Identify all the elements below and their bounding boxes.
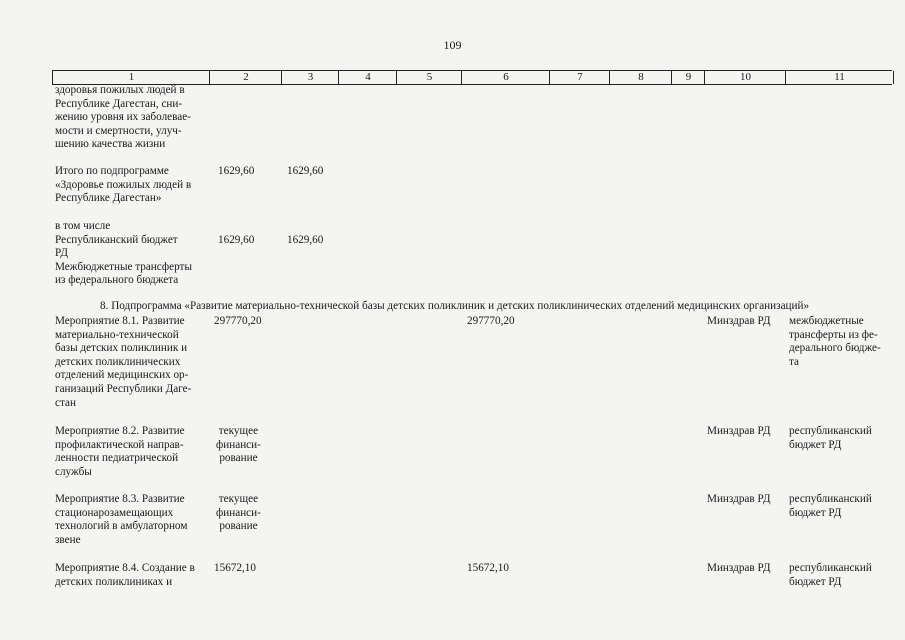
table-header-row [52, 70, 892, 85]
measure-8-3-executor: Минздрав РД [707, 493, 771, 505]
measure-8-4-source: республиканский бюджет РД [789, 562, 872, 588]
column-header-11: 11 [785, 71, 894, 84]
measure-8-3-col2: текущее финанси- рование [216, 493, 261, 533]
measure-8-2-description: Мероприятие 8.2. Развитие профилактической направ- ленности педиатрической службы [55, 425, 185, 478]
measure-8-1-col2: 297770,20 [214, 315, 262, 327]
column-header-10: 10 [704, 71, 786, 84]
row-2-col2: 1629,60 [218, 165, 255, 177]
measure-8-1-executor: Минздрав РД [707, 315, 771, 327]
column-header-6: 6 [461, 71, 550, 84]
subprogram-title: 8. Подпрограмма «Развитие материально-технической базы детских поликлиник и детских поликлинических отделений медицинских организаций» [100, 300, 810, 312]
measure-8-1-col6: 297770,20 [467, 315, 515, 327]
page-number: 109 [443, 38, 462, 52]
measure-8-2-executor: Минздрав РД [707, 425, 771, 437]
measure-8-3-description: Мероприятие 8.3. Развитие стационарозамещающих технологий в амбулаторном звене [55, 493, 188, 546]
row-3-col2: 1629,60 [218, 234, 255, 246]
measure-8-2-col2: текущее финанси- рование [216, 425, 261, 465]
row-3-col3: 1629,60 [287, 234, 324, 246]
measure-8-2-source: республиканский бюджет РД [789, 425, 872, 451]
column-header-9: 9 [671, 71, 705, 84]
column-header-1: 1 [52, 71, 210, 84]
row-2-col3: 1629,60 [287, 165, 324, 177]
measure-8-4-col2: 15672,10 [214, 562, 256, 574]
measure-8-4-executor: Минздрав РД [707, 562, 771, 574]
column-header-4: 4 [338, 71, 397, 84]
row-2-description: Итого по подпрограмме «Здоровье пожилых людей в Республике Дагестан» [55, 165, 192, 205]
measure-8-1-source: межбюджетные трансферты из фе- дерального бюдже- та [789, 315, 881, 368]
column-header-7: 7 [549, 71, 610, 84]
measure-8-3-source: республиканский бюджет РД [789, 493, 872, 519]
column-header-2: 2 [209, 71, 282, 84]
measure-8-4-description: Мероприятие 8.4. Создание в детских поликлиниках и [55, 562, 195, 588]
row-3-description: в том числе Республиканский бюджет РД Межбюджетные трансферты из федерального бюджета [55, 220, 192, 287]
measure-8-4-col6: 15672,10 [467, 562, 509, 574]
column-header-5: 5 [396, 71, 462, 84]
measure-8-1-description: Мероприятие 8.1. Развитие материально-технической базы детских поликлиник и детских поликлинических отделений медицинских ор- ганизаций Республики Даге- стан [55, 315, 192, 409]
column-header-8: 8 [609, 71, 672, 84]
row-1-description: здоровья пожилых людей в Республике Дагестан, сни- жению уровня их заболевае- мости и смертности, улуч- шению качества жизни [55, 84, 191, 151]
column-header-3: 3 [281, 71, 339, 84]
